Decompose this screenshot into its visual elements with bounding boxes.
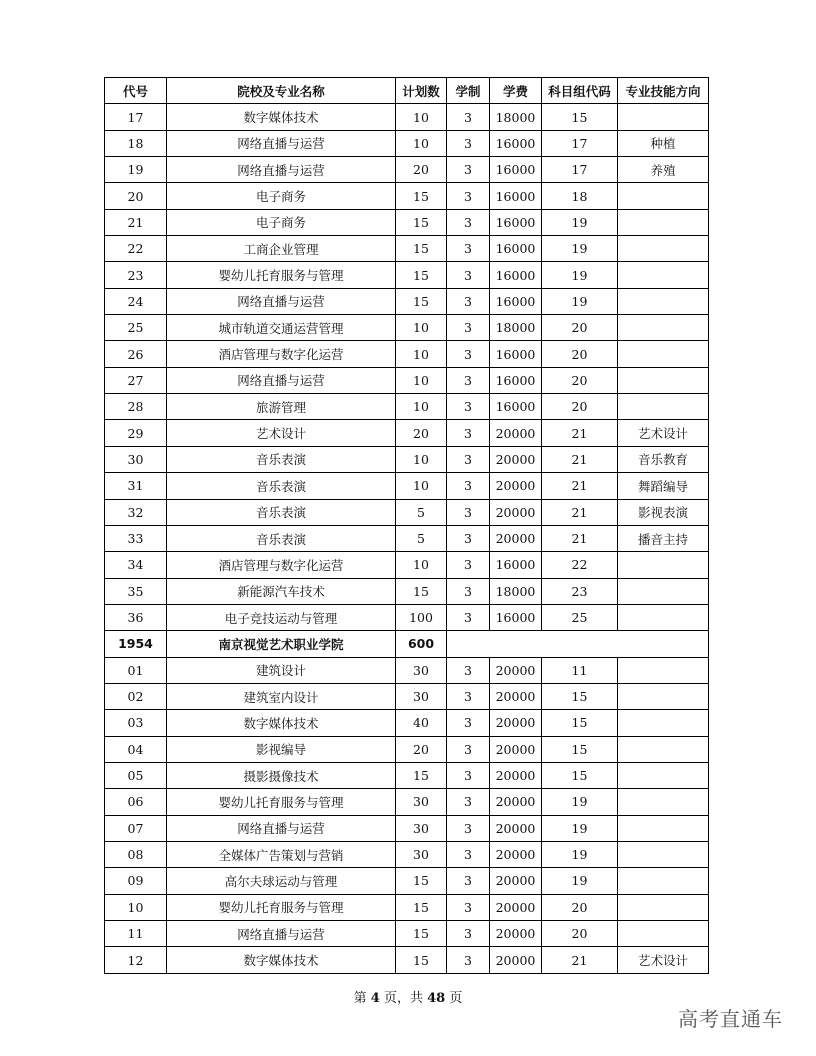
cell-duration: 3 <box>447 552 490 578</box>
cell-major-name: 音乐表演 <box>167 499 396 525</box>
cell-subject-code: 25 <box>542 604 618 630</box>
cell-code: 21 <box>105 209 167 235</box>
footer-page-number: 4 <box>370 991 380 1006</box>
table-row <box>105 552 709 578</box>
cell-duration: 3 <box>447 157 490 183</box>
cell-plan-count: 30 <box>396 815 447 841</box>
cell-tuition: 16000 <box>490 394 542 420</box>
cell-plan-count: 20 <box>396 420 447 446</box>
cell-duration: 3 <box>447 341 490 367</box>
cell-duration: 3 <box>447 710 490 736</box>
cell-tuition: 16000 <box>490 209 542 235</box>
cell-tuition: 20000 <box>490 894 542 920</box>
cell-duration: 3 <box>447 894 490 920</box>
school-row <box>105 631 709 657</box>
cell-code: 07 <box>105 815 167 841</box>
table-row <box>105 841 709 867</box>
cell-major-name: 网络直播与运营 <box>167 367 396 393</box>
cell-tuition: 20000 <box>490 789 542 815</box>
cell-duration: 3 <box>447 657 490 683</box>
table-row <box>105 104 709 130</box>
cell-duration: 3 <box>447 473 490 499</box>
cell-duration: 3 <box>447 209 490 235</box>
cell-skill-direction <box>618 236 709 262</box>
cell-duration: 3 <box>447 921 490 947</box>
table-row <box>105 446 709 472</box>
cell-subject-code: 19 <box>542 288 618 314</box>
table-row <box>105 894 709 920</box>
cell-major-name: 音乐表演 <box>167 525 396 551</box>
header-subject-code: 科目组代码 <box>542 78 618 104</box>
cell-subject-code: 17 <box>542 130 618 156</box>
cell-plan-count: 15 <box>396 921 447 947</box>
table-row <box>105 762 709 788</box>
cell-plan-count: 10 <box>396 104 447 130</box>
table-row <box>105 209 709 235</box>
cell-major-name: 数字媒体技术 <box>167 947 396 973</box>
cell-tuition: 16000 <box>490 552 542 578</box>
footer-middle: 页，共 <box>379 991 428 1006</box>
cell-skill-direction: 种植 <box>618 130 709 156</box>
cell-major-name: 婴幼儿托育服务与管理 <box>167 894 396 920</box>
table-row <box>105 420 709 446</box>
cell-skill-direction: 舞蹈编导 <box>618 473 709 499</box>
table-row <box>105 262 709 288</box>
cell-subject-code: 23 <box>542 578 618 604</box>
cell-skill-direction <box>618 552 709 578</box>
cell-code: 29 <box>105 420 167 446</box>
cell-skill-direction: 影视表演 <box>618 499 709 525</box>
cell-tuition: 20000 <box>490 683 542 709</box>
cell-code: 02 <box>105 683 167 709</box>
cell-skill-direction <box>618 710 709 736</box>
cell-tuition: 18000 <box>490 578 542 604</box>
cell-subject-code: 21 <box>542 446 618 472</box>
cell-code: 28 <box>105 394 167 420</box>
cell-subject-code: 15 <box>542 683 618 709</box>
cell-major-name: 网络直播与运营 <box>167 921 396 947</box>
cell-skill-direction <box>618 367 709 393</box>
cell-code: 18 <box>105 130 167 156</box>
cell-skill-direction <box>618 209 709 235</box>
cell-duration: 3 <box>447 683 490 709</box>
cell-code: 31 <box>105 473 167 499</box>
cell-major-name: 城市轨道交通运营管理 <box>167 315 396 341</box>
cell-skill-direction <box>618 815 709 841</box>
cell-subject-code: 20 <box>542 394 618 420</box>
cell-duration: 3 <box>447 367 490 393</box>
cell-plan-count: 10 <box>396 394 447 420</box>
cell-tuition: 20000 <box>490 473 542 499</box>
cell-tuition: 16000 <box>490 157 542 183</box>
cell-plan-count: 10 <box>396 315 447 341</box>
table-row <box>105 710 709 736</box>
cell-duration: 3 <box>447 183 490 209</box>
cell-plan-count: 10 <box>396 446 447 472</box>
cell-duration: 3 <box>447 236 490 262</box>
cell-major-name: 音乐表演 <box>167 446 396 472</box>
cell-plan-count: 15 <box>396 894 447 920</box>
cell-subject-code: 20 <box>542 315 618 341</box>
cell-code: 12 <box>105 947 167 973</box>
cell-duration: 3 <box>447 762 490 788</box>
cell-code: 09 <box>105 868 167 894</box>
cell-subject-code: 21 <box>542 525 618 551</box>
table-row <box>105 683 709 709</box>
cell-plan-count: 15 <box>396 947 447 973</box>
cell-code: 27 <box>105 367 167 393</box>
cell-major-name: 全媒体广告策划与营销 <box>167 841 396 867</box>
cell-major-name: 数字媒体技术 <box>167 104 396 130</box>
cell-major-name: 网络直播与运营 <box>167 815 396 841</box>
cell-tuition: 20000 <box>490 762 542 788</box>
cell-duration: 3 <box>447 288 490 314</box>
cell-code: 32 <box>105 499 167 525</box>
table-row <box>105 525 709 551</box>
cell-skill-direction <box>618 341 709 367</box>
table-row <box>105 499 709 525</box>
cell-skill-direction <box>618 604 709 630</box>
cell-code: 24 <box>105 288 167 314</box>
cell-plan-count: 15 <box>396 762 447 788</box>
cell-skill-direction <box>618 921 709 947</box>
table-row <box>105 236 709 262</box>
cell-skill-direction <box>618 262 709 288</box>
cell-skill-direction <box>618 736 709 762</box>
cell-code: 23 <box>105 262 167 288</box>
cell-skill-direction <box>618 683 709 709</box>
cell-code: 05 <box>105 762 167 788</box>
cell-tuition: 20000 <box>490 657 542 683</box>
cell-subject-code: 19 <box>542 789 618 815</box>
cell-duration: 3 <box>447 499 490 525</box>
cell-subject-code: 22 <box>542 552 618 578</box>
cell-major-name: 影视编导 <box>167 736 396 762</box>
cell-major-name: 电子竞技运动与管理 <box>167 604 396 630</box>
school-row-blank <box>447 631 709 657</box>
cell-skill-direction: 养殖 <box>618 157 709 183</box>
cell-tuition: 20000 <box>490 921 542 947</box>
cell-plan-count: 15 <box>396 288 447 314</box>
table-row <box>105 367 709 393</box>
cell-tuition: 16000 <box>490 604 542 630</box>
cell-subject-code: 19 <box>542 236 618 262</box>
cell-code: 03 <box>105 710 167 736</box>
cell-major-name: 摄影摄像技术 <box>167 762 396 788</box>
cell-plan-count: 15 <box>396 578 447 604</box>
cell-major-name: 网络直播与运营 <box>167 157 396 183</box>
cell-plan-count: 15 <box>396 868 447 894</box>
cell-plan-count: 30 <box>396 789 447 815</box>
cell-skill-direction <box>618 578 709 604</box>
cell-skill-direction <box>618 868 709 894</box>
table-row <box>105 183 709 209</box>
cell-skill-direction <box>618 104 709 130</box>
cell-duration: 3 <box>447 789 490 815</box>
cell-duration: 3 <box>447 315 490 341</box>
cell-tuition: 20000 <box>490 525 542 551</box>
cell-plan-count: 20 <box>396 157 447 183</box>
cell-plan-count: 20 <box>396 736 447 762</box>
cell-code: 22 <box>105 236 167 262</box>
cell-tuition: 16000 <box>490 341 542 367</box>
table-row <box>105 657 709 683</box>
cell-code: 26 <box>105 341 167 367</box>
cell-skill-direction: 艺术设计 <box>618 947 709 973</box>
footer-suffix: 页 <box>445 991 463 1006</box>
cell-major-name: 数字媒体技术 <box>167 710 396 736</box>
cell-major-name: 婴幼儿托育服务与管理 <box>167 789 396 815</box>
school-plan-total: 600 <box>396 631 447 657</box>
cell-subject-code: 20 <box>542 921 618 947</box>
cell-subject-code: 15 <box>542 104 618 130</box>
cell-duration: 3 <box>447 841 490 867</box>
table-row <box>105 130 709 156</box>
cell-plan-count: 30 <box>396 841 447 867</box>
cell-code: 35 <box>105 578 167 604</box>
cell-code: 17 <box>105 104 167 130</box>
cell-major-name: 高尔夫球运动与管理 <box>167 868 396 894</box>
cell-tuition: 16000 <box>490 262 542 288</box>
cell-tuition: 18000 <box>490 104 542 130</box>
table-body-school-majors <box>105 657 709 973</box>
cell-code: 19 <box>105 157 167 183</box>
cell-tuition: 20000 <box>490 736 542 762</box>
table-row <box>105 315 709 341</box>
header-code: 代号 <box>105 78 167 104</box>
header-major-name: 院校及专业名称 <box>167 78 396 104</box>
cell-tuition: 20000 <box>490 446 542 472</box>
cell-tuition: 20000 <box>490 947 542 973</box>
cell-major-name: 音乐表演 <box>167 473 396 499</box>
cell-code: 08 <box>105 841 167 867</box>
cell-major-name: 工商企业管理 <box>167 236 396 262</box>
cell-skill-direction <box>618 183 709 209</box>
cell-code: 20 <box>105 183 167 209</box>
cell-code: 36 <box>105 604 167 630</box>
cell-plan-count: 5 <box>396 499 447 525</box>
cell-subject-code: 17 <box>542 157 618 183</box>
cell-plan-count: 30 <box>396 657 447 683</box>
cell-subject-code: 15 <box>542 762 618 788</box>
school-name: 南京视觉艺术职业学院 <box>167 631 396 657</box>
cell-tuition: 20000 <box>490 499 542 525</box>
cell-subject-code: 20 <box>542 894 618 920</box>
table-row <box>105 341 709 367</box>
cell-duration: 3 <box>447 525 490 551</box>
school-code: 1954 <box>105 631 167 657</box>
table-body-school-header <box>105 631 709 657</box>
table-row <box>105 921 709 947</box>
footer-total-pages: 48 <box>427 991 446 1006</box>
cell-code: 10 <box>105 894 167 920</box>
table-row <box>105 947 709 973</box>
cell-skill-direction <box>618 315 709 341</box>
cell-skill-direction <box>618 789 709 815</box>
cell-plan-count: 100 <box>396 604 447 630</box>
cell-major-name: 旅游管理 <box>167 394 396 420</box>
table-row <box>105 394 709 420</box>
cell-duration: 3 <box>447 420 490 446</box>
cell-duration: 3 <box>447 262 490 288</box>
cell-tuition: 20000 <box>490 420 542 446</box>
cell-code: 04 <box>105 736 167 762</box>
cell-major-name: 电子商务 <box>167 183 396 209</box>
cell-major-name: 建筑室内设计 <box>167 683 396 709</box>
cell-skill-direction <box>618 394 709 420</box>
header-duration: 学制 <box>447 78 490 104</box>
cell-duration: 3 <box>447 736 490 762</box>
cell-subject-code: 19 <box>542 209 618 235</box>
cell-duration: 3 <box>447 604 490 630</box>
cell-plan-count: 10 <box>396 473 447 499</box>
cell-subject-code: 20 <box>542 367 618 393</box>
cell-code: 30 <box>105 446 167 472</box>
enrollment-plan-table <box>104 77 709 974</box>
cell-tuition: 16000 <box>490 288 542 314</box>
table-row <box>105 157 709 183</box>
cell-subject-code: 15 <box>542 736 618 762</box>
cell-major-name: 新能源汽车技术 <box>167 578 396 604</box>
cell-major-name: 婴幼儿托育服务与管理 <box>167 262 396 288</box>
cell-major-name: 酒店管理与数字化运营 <box>167 552 396 578</box>
header-plan-count: 计划数 <box>396 78 447 104</box>
cell-tuition: 20000 <box>490 815 542 841</box>
cell-tuition: 16000 <box>490 130 542 156</box>
cell-subject-code: 21 <box>542 473 618 499</box>
cell-tuition: 20000 <box>490 710 542 736</box>
cell-plan-count: 10 <box>396 341 447 367</box>
cell-subject-code: 15 <box>542 710 618 736</box>
cell-skill-direction <box>618 762 709 788</box>
cell-plan-count: 15 <box>396 262 447 288</box>
cell-subject-code: 21 <box>542 420 618 446</box>
cell-code: 06 <box>105 789 167 815</box>
cell-duration: 3 <box>447 394 490 420</box>
cell-tuition: 16000 <box>490 236 542 262</box>
header-skill-direction: 专业技能方向 <box>618 78 709 104</box>
table-row <box>105 868 709 894</box>
cell-tuition: 16000 <box>490 367 542 393</box>
table-row <box>105 473 709 499</box>
cell-tuition: 20000 <box>490 868 542 894</box>
table-row <box>105 736 709 762</box>
table-row <box>105 815 709 841</box>
cell-plan-count: 15 <box>396 183 447 209</box>
table-row <box>105 288 709 314</box>
cell-subject-code: 19 <box>542 262 618 288</box>
watermark: 高考直通车 <box>678 1007 783 1031</box>
table-body-previous-school <box>105 104 709 631</box>
cell-subject-code: 20 <box>542 341 618 367</box>
cell-major-name: 艺术设计 <box>167 420 396 446</box>
footer-prefix: 第 <box>353 991 371 1006</box>
cell-duration: 3 <box>447 815 490 841</box>
cell-skill-direction: 艺术设计 <box>618 420 709 446</box>
header-tuition: 学费 <box>490 78 542 104</box>
cell-plan-count: 10 <box>396 552 447 578</box>
cell-subject-code: 18 <box>542 183 618 209</box>
cell-code: 34 <box>105 552 167 578</box>
cell-plan-count: 30 <box>396 683 447 709</box>
cell-duration: 3 <box>447 104 490 130</box>
cell-major-name: 酒店管理与数字化运营 <box>167 341 396 367</box>
cell-plan-count: 15 <box>396 236 447 262</box>
cell-major-name: 建筑设计 <box>167 657 396 683</box>
cell-skill-direction: 音乐教育 <box>618 446 709 472</box>
cell-duration: 3 <box>447 868 490 894</box>
cell-skill-direction <box>618 657 709 683</box>
cell-subject-code: 19 <box>542 815 618 841</box>
table-row <box>105 789 709 815</box>
cell-plan-count: 10 <box>396 367 447 393</box>
cell-skill-direction <box>618 841 709 867</box>
cell-code: 11 <box>105 921 167 947</box>
cell-tuition: 18000 <box>490 315 542 341</box>
cell-subject-code: 21 <box>542 499 618 525</box>
cell-code: 01 <box>105 657 167 683</box>
cell-major-name: 网络直播与运营 <box>167 288 396 314</box>
cell-skill-direction <box>618 894 709 920</box>
cell-skill-direction <box>618 288 709 314</box>
cell-duration: 3 <box>447 446 490 472</box>
cell-subject-code: 21 <box>542 947 618 973</box>
table-header-row <box>105 78 709 104</box>
cell-plan-count: 10 <box>396 130 447 156</box>
table-row <box>105 578 709 604</box>
cell-subject-code: 11 <box>542 657 618 683</box>
cell-subject-code: 19 <box>542 868 618 894</box>
cell-skill-direction: 播音主持 <box>618 525 709 551</box>
cell-duration: 3 <box>447 578 490 604</box>
cell-code: 33 <box>105 525 167 551</box>
table-row <box>105 604 709 630</box>
cell-duration: 3 <box>447 947 490 973</box>
cell-major-name: 网络直播与运营 <box>167 130 396 156</box>
cell-tuition: 20000 <box>490 841 542 867</box>
cell-code: 25 <box>105 315 167 341</box>
cell-plan-count: 15 <box>396 209 447 235</box>
cell-plan-count: 40 <box>396 710 447 736</box>
cell-tuition: 16000 <box>490 183 542 209</box>
cell-duration: 3 <box>447 130 490 156</box>
cell-major-name: 电子商务 <box>167 209 396 235</box>
cell-plan-count: 5 <box>396 525 447 551</box>
cell-subject-code: 19 <box>542 841 618 867</box>
